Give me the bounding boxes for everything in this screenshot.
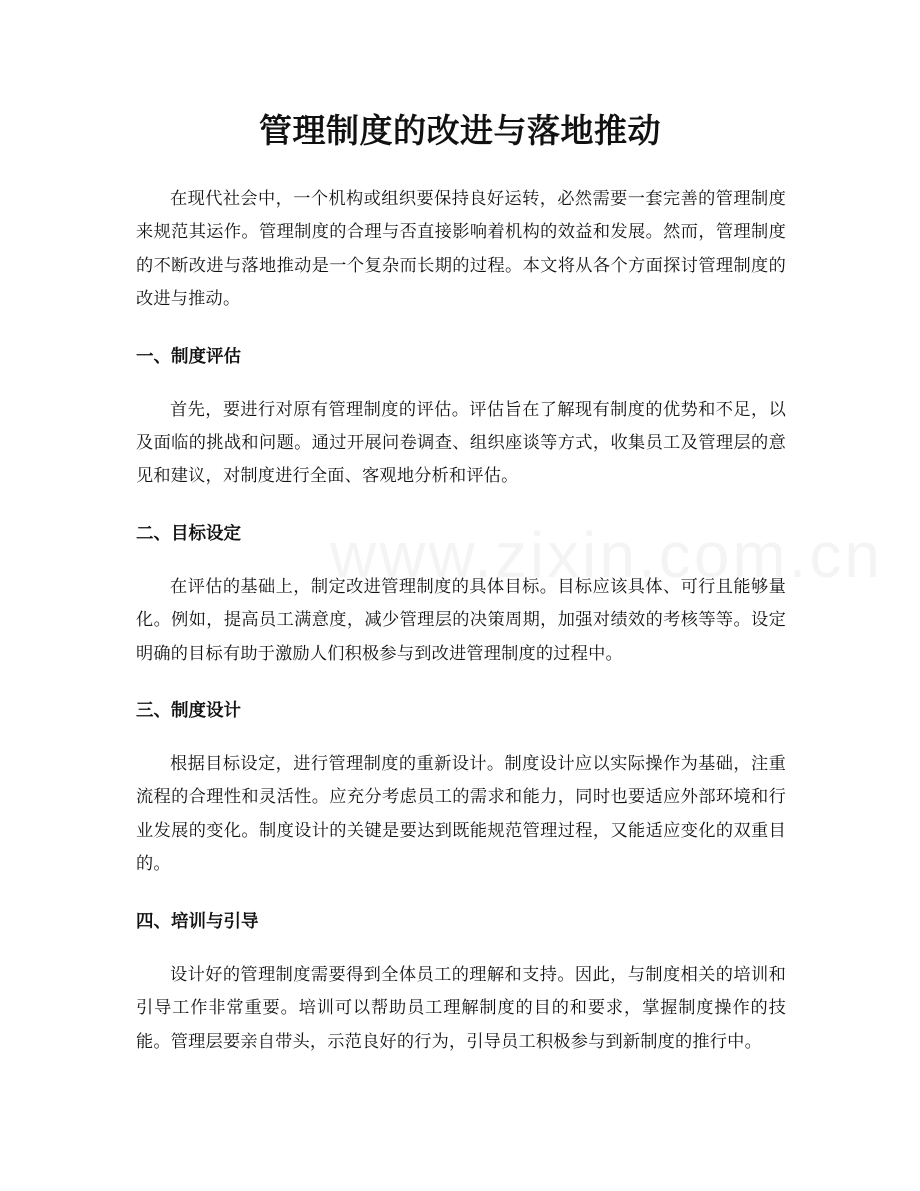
section-heading-1: 一、制度评估 (136, 346, 241, 367)
document-body (136, 183, 786, 1059)
section-paragraph-4: 设计好的管理制度需要得到全体员工的理解和支持。因此，与制度相关的培训和引导工作非常重要。培训可以帮助员工理解制度的目的和要求，掌握制度操作的技能。管理层要亲自带头，示范良好的行为，引导员工积极参与到新制度的推行中。 (136, 964, 786, 1052)
section-paragraph-1: 首先，要进行对原有管理制度的评估。评估旨在了解现有制度的优势和不足，以及面临的挑战和问题。通过开展问卷调查、组织座谈等方式，收集员工及管理层的意见和建议，对制度进行全面、客观地分析和评估。 (136, 399, 786, 487)
spacer (136, 671, 786, 696)
spacer (136, 937, 786, 959)
section-heading-3: 三、制度设计 (136, 701, 241, 722)
spacer (136, 317, 786, 342)
document-title: 管理制度的改进与落地推动 (259, 111, 661, 150)
section-paragraph-3: 根据目标设定，进行管理制度的重新设计。制度设计应以实际操作为基础，注重流程的合理性和灵活性。应充分考虑员工的需求和能力，同时也要适应外部环境和行业发展的变化。制度设计的关键是要达到既能规范管理过程，又能适应变化的双重目的。 (136, 754, 786, 875)
spacer (136, 726, 786, 748)
intro-paragraph: 在现代社会中，一个机构或组织要保持良好运转，必然需要一套完善的管理制度来规范其运作。管理制度的合理与否直接影响着机构的效益和发展。然而，管理制度的不断改进与落地推动是一个复杂而长期的过程。本文将从各个方面探讨管理制度的改进与推动。 (136, 189, 786, 310)
spacer (136, 882, 786, 907)
spacer (136, 372, 786, 394)
section-heading-2: 二、目标设定 (136, 523, 241, 544)
section-paragraph-2: 在评估的基础上，制定改进管理制度的具体目标。目标应该具体、可行且能够量化。例如，提高员工满意度，减少管理层的决策周期，加强对绩效的考核等等。设定明确的目标有助于激励人们积极参与到改进管理制度的过程中。 (136, 576, 786, 664)
section-heading-4: 四、培训与引导 (136, 911, 259, 932)
spacer (136, 549, 786, 571)
spacer (136, 494, 786, 519)
